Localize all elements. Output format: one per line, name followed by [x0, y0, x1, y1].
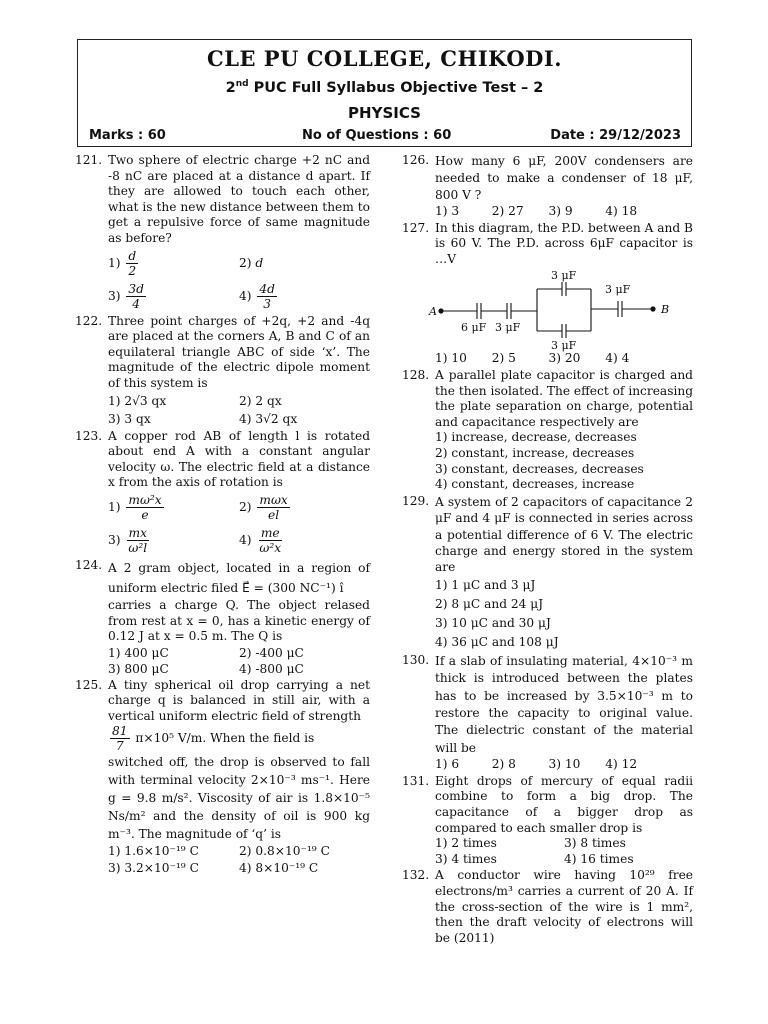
option-3: 3) 3.2×10⁻¹⁹ C — [108, 861, 199, 876]
question-129 — [402, 494, 693, 652]
question-number: 126. — [402, 153, 430, 167]
question-127 — [402, 221, 693, 367]
options — [435, 430, 693, 492]
option-3: 3) $\frac{mx}{\text{ω²l}}$ — [108, 525, 148, 555]
options — [108, 843, 370, 877]
option-4: 4) 3√2 qx — [239, 411, 298, 426]
label-3uf-bottom: 3 μF — [551, 339, 577, 353]
option-3: 3) 9 — [548, 204, 573, 218]
question-number: 124. — [75, 557, 103, 572]
question-text: A conductor wire having 10²⁹ free electrons/m³ carries a current of 20 A. If the cross-section of the wire is 1 mm², then the draft velocity of electrons will be (2011) — [435, 868, 693, 945]
option-1: 1) 1.6×10⁻¹⁹ C — [108, 844, 199, 859]
test-date: Date : 29/12/2023 — [550, 128, 681, 143]
question-number: 130. — [402, 652, 430, 667]
question-number: 125. — [75, 677, 103, 692]
question-text: A parallel plate capacitor is charged and the then isolated. The effect of increasing the plate separation on charge, potential and capacitance respectively are — [435, 367, 693, 429]
question-text: A system of 2 capacitors of capacitance 2 μF and 4 μF is connected in series across a potential difference of 6 V. The electric charge and energy stored in the system are — [435, 494, 693, 575]
options — [435, 204, 693, 220]
option-2: 2) d — [239, 255, 264, 270]
label-3uf-right: 3 μF — [605, 283, 631, 297]
label-6uf: 6 μF — [461, 321, 487, 335]
question-122 — [75, 314, 370, 428]
options — [435, 757, 693, 773]
question-text: A copper rod AB of length l is rotated about end A with a constant angular velocity ω. The electric field at a distance x from the axis of rotation is — [108, 428, 370, 490]
paper-header — [77, 39, 692, 147]
option-2: 3) 8 times — [564, 836, 626, 851]
question-text: Two sphere of electric charge +2 nC and -8 nC are placed at a distance d apart. If they are allowed to touch each other, what is the new distance between them to get a repulsive force of same magnitude as before? — [108, 153, 370, 245]
node-b — [650, 307, 655, 312]
option-1: 1) 3 — [435, 204, 460, 218]
label-b: B — [661, 303, 670, 317]
question-130 — [402, 653, 693, 773]
question-text: If a slab of insulating material, 4×10⁻³ m thick is introduced between the plates has to be increased by 3.5×10⁻³ m to restore the capacity to original value. The dielectric constant of the material will be — [435, 653, 693, 755]
option-2: 2) 2 qx — [239, 393, 282, 408]
question-125 — [75, 678, 370, 878]
option-1: 1) 2 times — [435, 836, 497, 851]
option-2: 2) 8 μC and 24 μJ — [435, 596, 544, 611]
label-3uf-series: 3 μF — [495, 321, 521, 335]
option-4: 4) constant, decreases, increase — [435, 477, 635, 492]
question-text: Eight drops of mercury of equal radii combine to form a big drop. The capacitance of a bigger drop as compared to each smaller drop is — [435, 773, 693, 835]
option-2: 2) 27 — [491, 204, 524, 218]
node-a — [438, 309, 443, 314]
question-126 — [402, 153, 693, 220]
left-column — [75, 153, 370, 878]
question-121 — [75, 153, 370, 313]
option-4: 4) 8×10⁻¹⁹ C — [239, 861, 319, 876]
option-1: 1) 6 — [435, 757, 460, 772]
option-1: 1) 400 μC — [108, 645, 169, 660]
option-4: 4) 18 — [605, 204, 638, 218]
question-number: 122. — [75, 313, 103, 328]
options — [108, 491, 370, 557]
right-column — [402, 153, 693, 947]
question-number: 132. — [402, 868, 430, 883]
question-text: In this diagram, the P.D. between A and B is 60 V. The P.D. across 6μF capacitor is …V — [435, 220, 693, 266]
option-2: 2) constant, increase, decreases — [435, 445, 635, 460]
option-1: 1) 2√3 qx — [108, 393, 167, 408]
question-number: 121. — [75, 153, 103, 167]
question-text: Three point charges of +2q, +2 and -4q are placed at the corners A, B and C of an equilateral triangle ABC of side ‘x’. The magnitude of the electric dipole moment of this system is — [108, 313, 370, 390]
options — [435, 836, 693, 867]
test-title: 2nd PUC Full Syllabus Objective Test – 2 — [225, 79, 544, 96]
label-3uf-top: 3 μF — [551, 269, 577, 283]
options — [435, 351, 693, 367]
option-4: 4) 4 — [605, 351, 630, 366]
question-number: 131. — [402, 773, 430, 788]
question-number: 129. — [402, 493, 430, 508]
question-text: A tiny spherical oil drop carrying a net charge q is balanced in still air, with a vertical uniform electric field of strength — [108, 677, 370, 723]
question-number: 128. — [402, 367, 430, 382]
option-3: 3) 10 — [548, 757, 581, 772]
option-3: 3) 20 — [548, 351, 581, 366]
question-number: 123. — [75, 428, 103, 443]
question-text-continued: switched off, the drop is observed to fall with terminal velocity 2×10⁻³ ms⁻¹. Here g = 9.8 m/s². Viscosity of air is 1.8×10⁻⁵ Ns/m² and the density of oil is 900 kg m⁻³. The magnitude of ‘q’ is — [108, 755, 370, 842]
question-123 — [75, 429, 370, 557]
option-2: 2) -400 μC — [239, 645, 304, 660]
label-a: A — [429, 305, 437, 319]
question-124 — [75, 558, 370, 677]
option-1: 1) increase, decrease, decreases — [435, 430, 637, 445]
option-4: 4) 12 — [605, 757, 638, 772]
option-4: 4) 36 μC and 108 μJ — [435, 634, 559, 649]
option-2: 2) $\frac{\text{mωx}}{el}$ — [239, 492, 288, 522]
question-131 — [402, 774, 693, 868]
option-1: 1) 10 — [435, 351, 467, 366]
question-text: How many 6 μF, 200V condensers are needed to make a condenser of 18 μF, 800 V ? — [435, 154, 693, 202]
option-3: 3) 3 qx — [108, 411, 151, 426]
option-3: 3) $\frac{3d}{4}$ — [108, 281, 144, 311]
options — [108, 392, 370, 428]
question-text: A 2 gram object, located in a region of uniform electric filed E⃗ = (300 NC⁻¹) î — [108, 560, 370, 595]
option-2: 2) 8 — [491, 757, 516, 772]
field-strength-line: $\frac{81}{7}$ π×10⁵ V/m. When the field is — [112, 724, 315, 754]
option-4: 4) 16 times — [564, 851, 634, 866]
options — [435, 576, 693, 652]
option-3: 3) 4 times — [435, 851, 497, 866]
option-1: 1) $\frac{\text{mω²x}}{e}$ — [108, 492, 162, 522]
subject-title: PHYSICS — [348, 104, 421, 122]
option-1: 1) $\frac{d}{2}$ — [108, 248, 137, 278]
option-4: 4) -800 μC — [239, 661, 304, 676]
marks-label: Marks : 60 — [89, 128, 166, 143]
capacitor-circuit-diagram — [429, 269, 691, 353]
question-128 — [402, 368, 693, 493]
option-2: 2) 0.8×10⁻¹⁹ C — [239, 844, 330, 859]
options — [108, 645, 370, 677]
question-132 — [402, 868, 693, 946]
question-number: 127. — [402, 220, 430, 235]
option-4: 4) $\frac{me}{\text{ω²x}}$ — [239, 525, 282, 555]
option-4: 4) $\frac{4d}{3}$ — [239, 281, 275, 311]
option-3: 3) 800 μC — [108, 661, 169, 676]
option-2: 2) 5 — [491, 351, 516, 366]
questions-count: No of Questions : 60 — [302, 128, 452, 143]
option-3: 3) constant, decreases, decreases — [435, 461, 644, 476]
option-3: 3) 10 μC and 30 μJ — [435, 615, 551, 630]
option-1: 1) 1 μC and 3 μJ — [435, 577, 536, 592]
options — [108, 247, 370, 313]
question-text-continued: carries a charge Q. The object relased from rest at x = 0, has a kinetic energy of 0.12 J at x = 0.5 m. The Q is — [108, 597, 370, 644]
college-name: CLE PU COLLEGE, CHIKODI. — [206, 46, 563, 71]
